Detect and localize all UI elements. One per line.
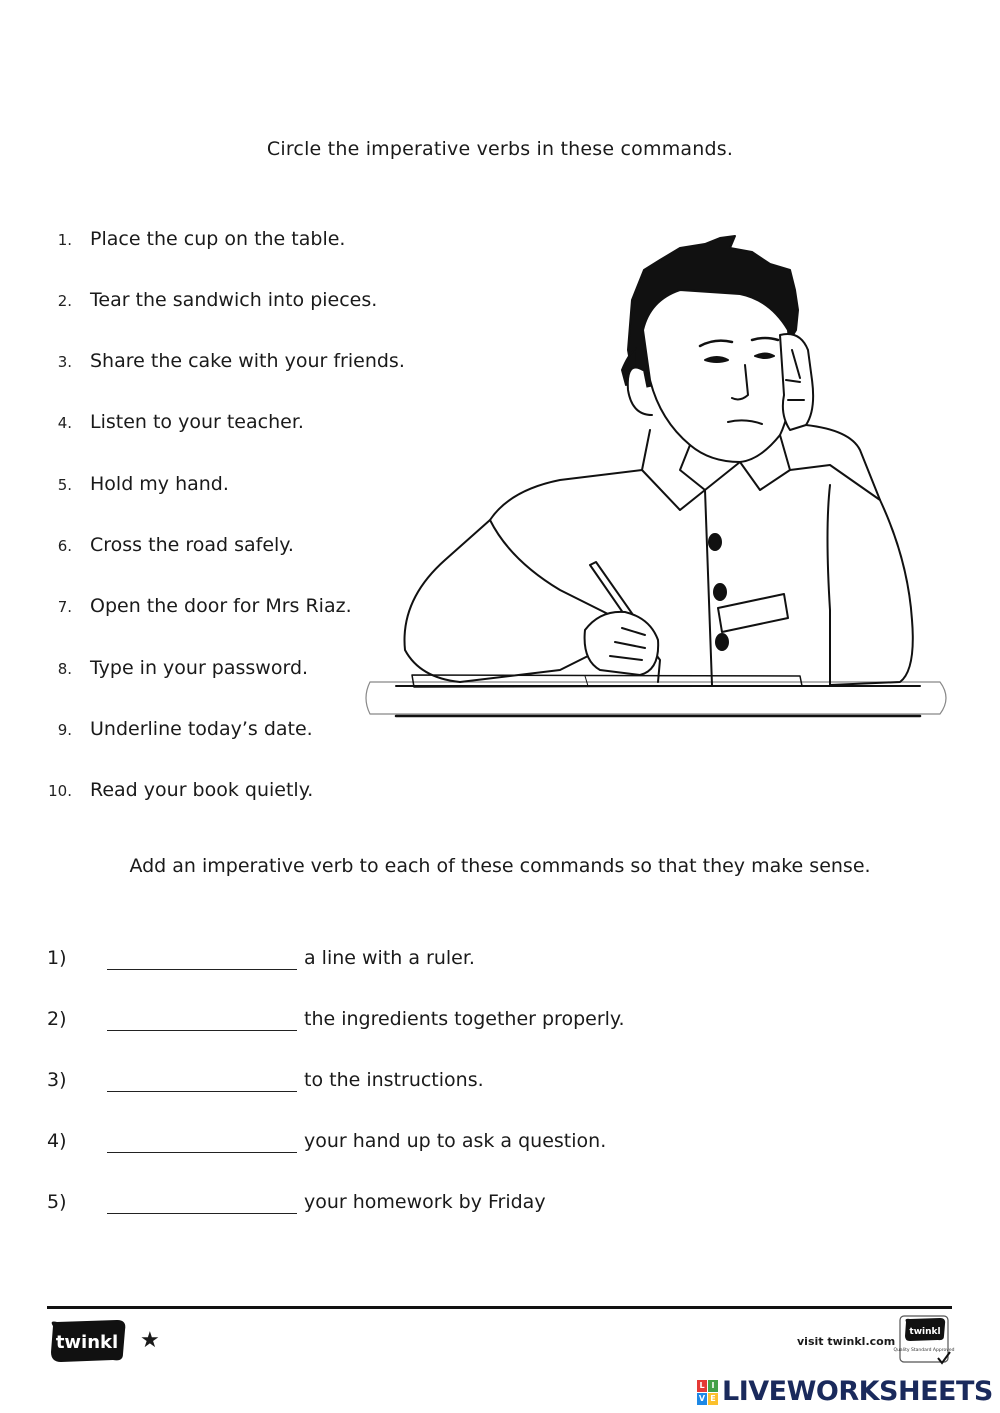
fill-in-text: to the instructions.: [304, 1069, 484, 1091]
command-number: 7.: [57, 598, 72, 616]
thinking-boy-illustration: [360, 230, 955, 725]
liveworksheets-text: LIVEWORKSHEETS: [722, 1376, 993, 1407]
command-number: 8.: [57, 660, 72, 678]
quality-badge: [893, 1314, 955, 1366]
command-number: 1.: [57, 231, 72, 249]
instruction-circle-verbs: Circle the imperative verbs in these commands.: [266, 138, 734, 160]
svg-text:twinkl: twinkl: [909, 1327, 941, 1337]
command-number: 6.: [57, 537, 72, 555]
command-text[interactable]: Hold my hand.: [90, 473, 229, 495]
footer-divider: [47, 1306, 952, 1309]
command-text[interactable]: Tear the sandwich into pieces.: [90, 289, 378, 311]
fill-in-number: 4): [47, 1130, 67, 1152]
svg-text:Quality Standard Approved: Quality Standard Approved: [893, 1348, 955, 1353]
command-text[interactable]: Underline today’s date.: [90, 718, 313, 740]
fill-in-number: 1): [47, 947, 67, 969]
fill-in-number: 2): [47, 1008, 67, 1030]
command-text[interactable]: Cross the road safely.: [90, 534, 294, 556]
star-icon: ★: [140, 1328, 160, 1353]
command-text[interactable]: Place the cup on the table.: [90, 228, 346, 250]
answer-blank[interactable]: [107, 1213, 297, 1214]
command-number: 2.: [57, 292, 72, 310]
instruction-add-verbs: Add an imperative verb to each of these commands so that they make sense.: [129, 855, 871, 877]
liveworksheets-watermark: [697, 1376, 997, 1410]
command-text[interactable]: Type in your password.: [90, 657, 309, 679]
answer-blank[interactable]: [107, 1030, 297, 1031]
command-number: 10.: [48, 782, 72, 800]
fill-in-number: 5): [47, 1191, 67, 1213]
fill-in-text: your homework by Friday: [304, 1191, 546, 1213]
command-number: 3.: [57, 353, 72, 371]
answer-blank[interactable]: [107, 1152, 297, 1153]
command-number: 9.: [57, 721, 72, 739]
twinkl-logo-text: twinkl: [55, 1332, 119, 1353]
visit-link[interactable]: visit twinkl.com: [797, 1335, 896, 1348]
command-text[interactable]: Share the cake with your friends.: [90, 350, 405, 372]
fill-in-text: a line with a ruler.: [304, 947, 475, 969]
command-number: 4.: [57, 414, 72, 432]
fill-in-text: your hand up to ask a question.: [304, 1130, 607, 1152]
command-text[interactable]: Read your book quietly.: [90, 779, 314, 801]
command-number: 5.: [57, 476, 72, 494]
answer-blank[interactable]: [107, 969, 297, 970]
liveworksheets-logo-icon: L I V E: [697, 1380, 719, 1406]
answer-blank[interactable]: [107, 1091, 297, 1092]
fill-in-text: the ingredients together properly.: [304, 1008, 625, 1030]
fill-in-number: 3): [47, 1069, 67, 1091]
command-text[interactable]: Listen to your teacher.: [90, 411, 304, 433]
twinkl-logo[interactable]: [47, 1318, 127, 1364]
command-text[interactable]: Open the door for Mrs Riaz.: [90, 595, 352, 617]
